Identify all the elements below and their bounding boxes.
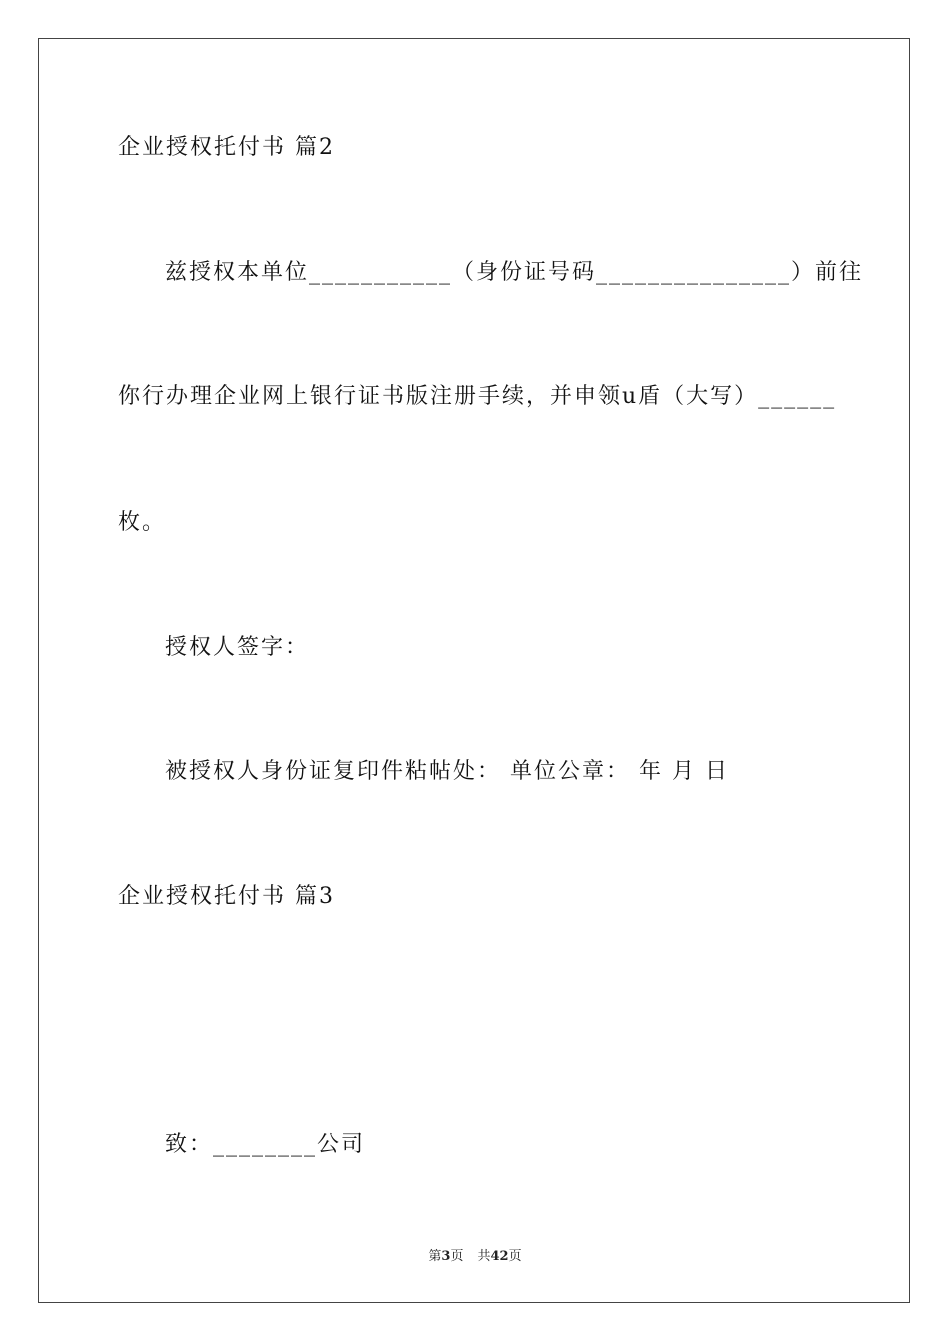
page-suffix: 页 xyxy=(450,1249,464,1264)
total-suffix: 页 xyxy=(508,1249,522,1264)
authorization-paragraph-line-1: 兹授权本单位___________（身份证号码_______________）前往 xyxy=(165,260,864,285)
authorization-paragraph-line-3: 枚。 xyxy=(118,510,167,535)
page-frame xyxy=(38,38,910,1303)
addressee-line: 致：________公司 xyxy=(165,1132,366,1157)
section-heading-3: 企业授权托付书 篇3 xyxy=(118,884,335,909)
signer-label: 授权人签字： xyxy=(165,635,310,660)
total-prefix: 共 xyxy=(477,1249,491,1264)
authorization-paragraph-line-2: 你行办理企业网上银行证书版注册手续，并申领u盾（大写）______ xyxy=(118,384,837,409)
page-footer xyxy=(0,1248,950,1266)
id-copy-seal-date-line: 被授权人身份证复印件粘帖处： 单位公章： 年 月 日 xyxy=(165,759,729,784)
section-heading-2: 企业授权托付书 篇2 xyxy=(118,135,335,160)
page-prefix: 第 xyxy=(428,1249,442,1264)
current-page-number: 3 xyxy=(441,1249,451,1264)
total-page-count: 42 xyxy=(490,1249,509,1264)
